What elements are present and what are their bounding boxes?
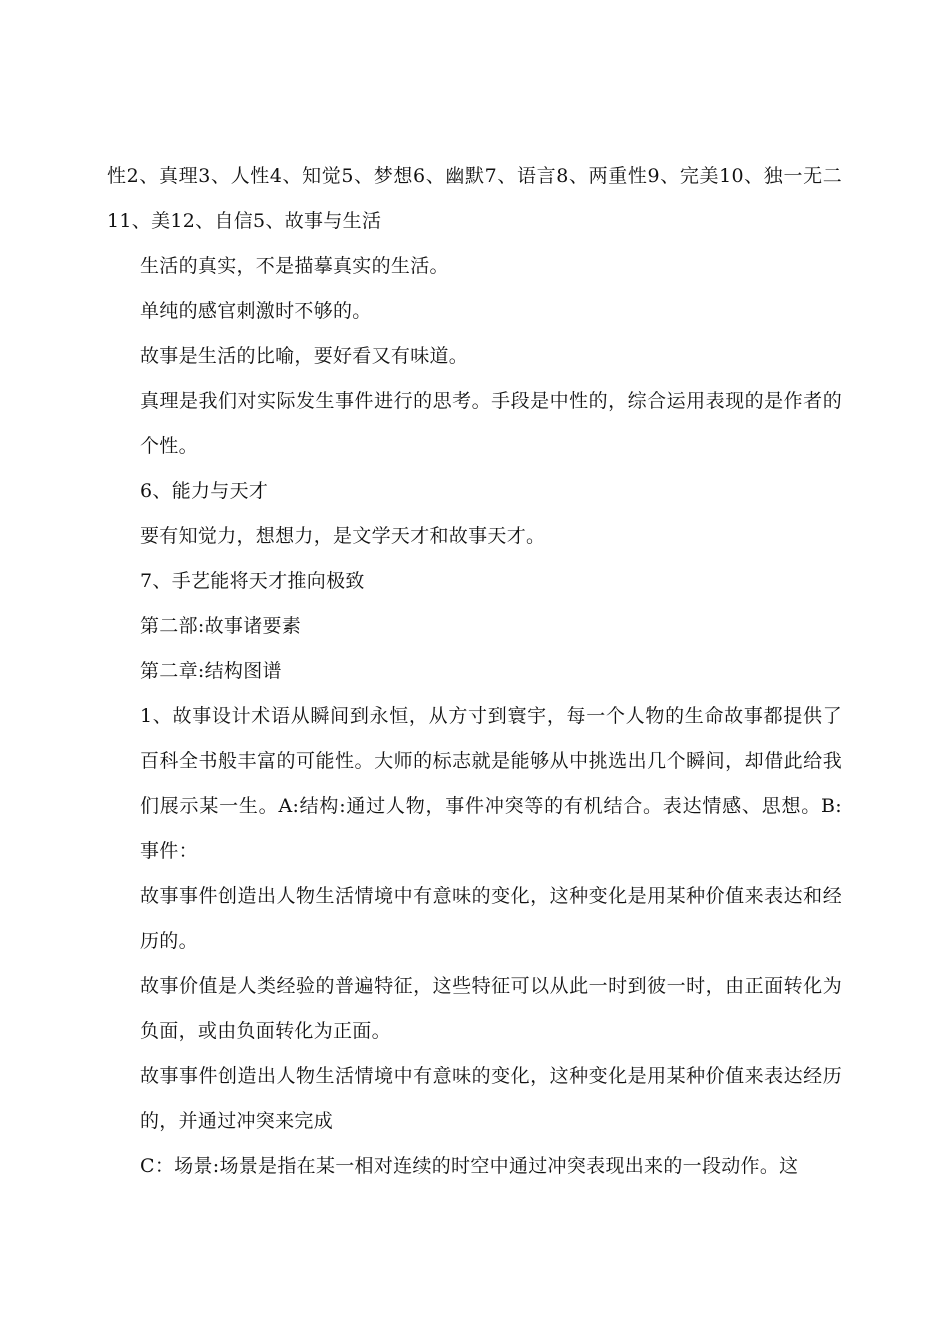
paragraph-scene: C：场景:场景是指在某一相对连续的时空中通过冲突表现出来的一段动作。这	[140, 1155, 799, 1177]
heading-chapter-two: 第二章:结构图谱	[140, 660, 282, 682]
paragraph-story-event-conflict: 故事事件创造出人物生活情境中有意味的变化，这种变化是用某种价值来表达经历的，并通过冲突来完成	[140, 1065, 842, 1132]
paragraph-design-terms: 1、故事设计术语从瞬间到永恒，从方寸到寰宇，每一个人物的生命故事都提供了百科全书般丰富的可能性。大师的标志就是能够从中挑选出几个瞬间，却借此给我们展示某一生。A:结构:通过人物，事件冲突等的有机结合。表达情感、思想。B:事件：	[140, 705, 842, 862]
heading-craft: 7、手艺能将天才推向极致	[140, 570, 365, 592]
paragraph-sensory: 单纯的感官刺激时不够的。	[140, 300, 372, 322]
paragraph-story-value: 故事价值是人类经验的普遍特征，这些特征可以从此一时到彼一时，由正面转化为负面，或由负面转化为正面。	[140, 975, 842, 1042]
paragraph-metaphor: 故事是生活的比喻，要好看又有味道。	[140, 345, 469, 367]
paragraph-life-truth: 生活的真实，不是描摹真实的生活。	[140, 255, 449, 277]
heading-part-two: 第二部:故事诸要素	[140, 615, 302, 637]
paragraph-list-items: 性2、真理3、人性4、知觉5、梦想6、幽默7、语言8、两重性9、完美10、独一无二11、美12、自信5、故事与生活	[107, 165, 842, 232]
paragraph-story-event: 故事事件创造出人物生活情境中有意味的变化，这种变化是用某种价值来表达和经历的。	[140, 885, 842, 952]
paragraph-truth-thinking: 真理是我们对实际发生事件进行的思考。手段是中性的，综合运用表现的是作者的个性。	[140, 390, 842, 457]
heading-ability-talent: 6、能力与天才	[140, 480, 269, 502]
paragraph-perception: 要有知觉力，想想力，是文学天才和故事天才。	[140, 525, 546, 547]
